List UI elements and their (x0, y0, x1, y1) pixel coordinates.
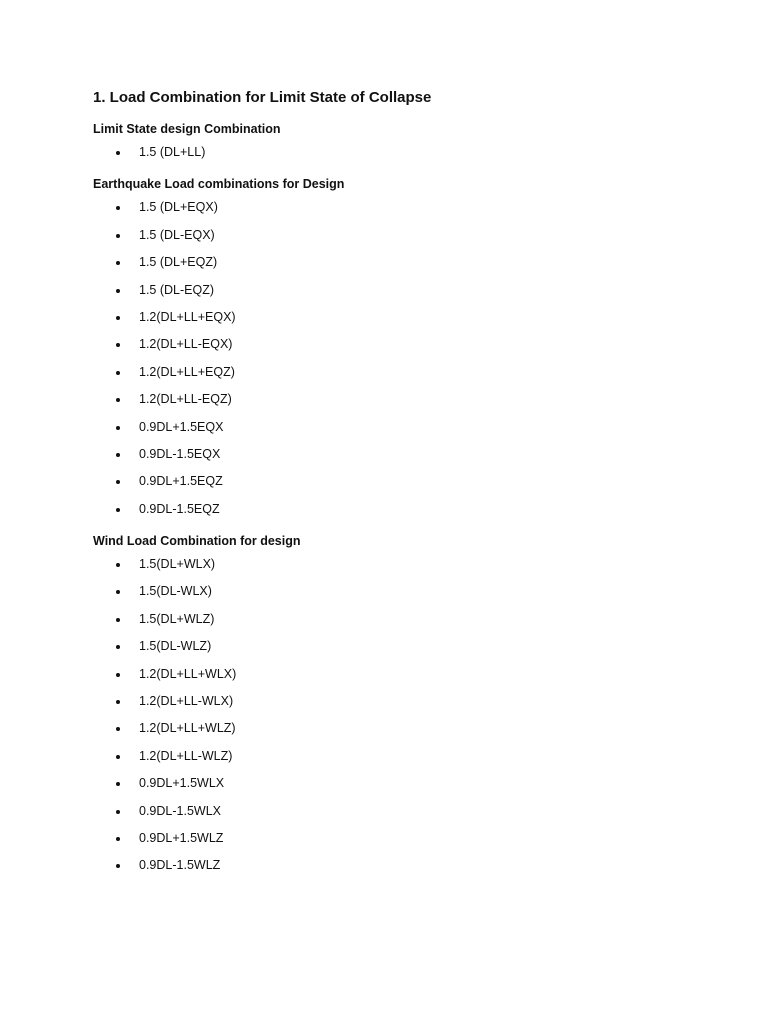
list-item (93, 386, 733, 413)
list-item (93, 194, 733, 221)
combination-text: 1.2(DL+LL+EQX) (139, 309, 236, 324)
combination-list (93, 194, 733, 523)
bullet-icon (116, 508, 120, 512)
list-item (93, 852, 733, 879)
section-wind (93, 531, 733, 880)
list-item (93, 551, 733, 578)
bullet-icon (116, 645, 120, 649)
list-item (93, 770, 733, 797)
section-heading: Limit State design Combination (93, 122, 281, 136)
list-item (93, 331, 733, 358)
combination-text: 1.2(DL+LL+EQZ) (139, 364, 235, 379)
section-limit-state (93, 119, 733, 166)
bullet-icon (116, 755, 120, 759)
bullet-icon (116, 727, 120, 731)
list-item (93, 825, 733, 852)
bullet-icon (116, 151, 120, 155)
list-item (93, 441, 733, 468)
list-item (93, 139, 733, 166)
list-item (93, 359, 733, 386)
bullet-icon (116, 289, 120, 293)
list-item (93, 304, 733, 331)
combination-text: 0.9DL-1.5WLZ (139, 858, 221, 873)
combination-text: 0.9DL-1.5EQZ (139, 501, 220, 516)
list-item (93, 743, 733, 770)
list-item (93, 222, 733, 249)
bullet-icon (116, 371, 120, 375)
combination-text: 0.9DL+1.5WLZ (139, 830, 224, 845)
bullet-icon (116, 480, 120, 484)
bullet-icon (116, 453, 120, 457)
section-earthquake (93, 174, 733, 523)
bullet-icon (116, 563, 120, 567)
combination-text: 1.5(DL-WLZ) (139, 639, 212, 654)
combination-text: 1.2(DL+LL-WLX) (139, 694, 234, 709)
list-item (93, 661, 733, 688)
bullet-icon (116, 234, 120, 238)
bullet-icon (116, 673, 120, 677)
bullet-icon (116, 864, 120, 868)
bullet-icon (116, 206, 120, 210)
section-heading: Earthquake Load combinations for Design (93, 177, 345, 192)
list-item (93, 414, 733, 441)
list-item (93, 688, 733, 715)
combination-text: 1.2(DL+LL+WLX) (139, 666, 237, 681)
list-item (93, 249, 733, 276)
combination-text: 1.5 (DL-EQZ) (139, 282, 215, 297)
document-title: 1. Load Combination for Limit State of Collapse (93, 89, 432, 106)
section-heading: Wind Load Combination for design (93, 534, 301, 549)
combination-text: 1.2(DL+LL-WLZ) (139, 748, 233, 763)
combination-list (93, 551, 733, 880)
document-page (93, 87, 733, 880)
combination-text: 1.2(DL+LL+WLZ) (139, 721, 236, 736)
combination-text: 0.9DL-1.5WLX (139, 803, 221, 818)
bullet-icon (116, 398, 120, 402)
combination-text: 1.5(DL+WLZ) (139, 611, 215, 626)
list-item (93, 715, 733, 742)
bullet-icon (116, 590, 120, 594)
combination-list (93, 139, 733, 166)
combination-text: 1.2(DL+LL-EQZ) (139, 392, 232, 407)
combination-text: 1.5 (DL+LL) (139, 145, 206, 159)
combination-text: 1.5 (DL+EQZ) (139, 255, 218, 270)
combination-text: 1.5 (DL+EQX) (139, 200, 218, 215)
bullet-icon (116, 782, 120, 786)
bullet-icon (116, 261, 120, 265)
combination-text: 0.9DL+1.5EQX (139, 419, 224, 434)
bullet-icon (116, 810, 120, 814)
combination-text: 0.9DL+1.5WLX (139, 776, 225, 791)
combination-text: 1.5(DL-WLX) (139, 584, 212, 599)
combination-text: 1.5 (DL-EQX) (139, 227, 215, 242)
list-item (93, 798, 733, 825)
bullet-icon (116, 316, 120, 320)
list-item (93, 277, 733, 304)
bullet-icon (116, 426, 120, 430)
list-item (93, 468, 733, 495)
list-item (93, 578, 733, 605)
bullet-icon (116, 618, 120, 622)
list-item (93, 496, 733, 523)
combination-text: 0.9DL-1.5EQX (139, 446, 221, 461)
combination-text: 1.2(DL+LL-EQX) (139, 337, 233, 352)
list-item (93, 606, 733, 633)
combination-text: 0.9DL+1.5EQZ (139, 474, 223, 489)
list-item (93, 633, 733, 660)
bullet-icon (116, 837, 120, 841)
bullet-icon (116, 700, 120, 704)
combination-text: 1.5(DL+WLX) (139, 557, 216, 572)
bullet-icon (116, 343, 120, 347)
